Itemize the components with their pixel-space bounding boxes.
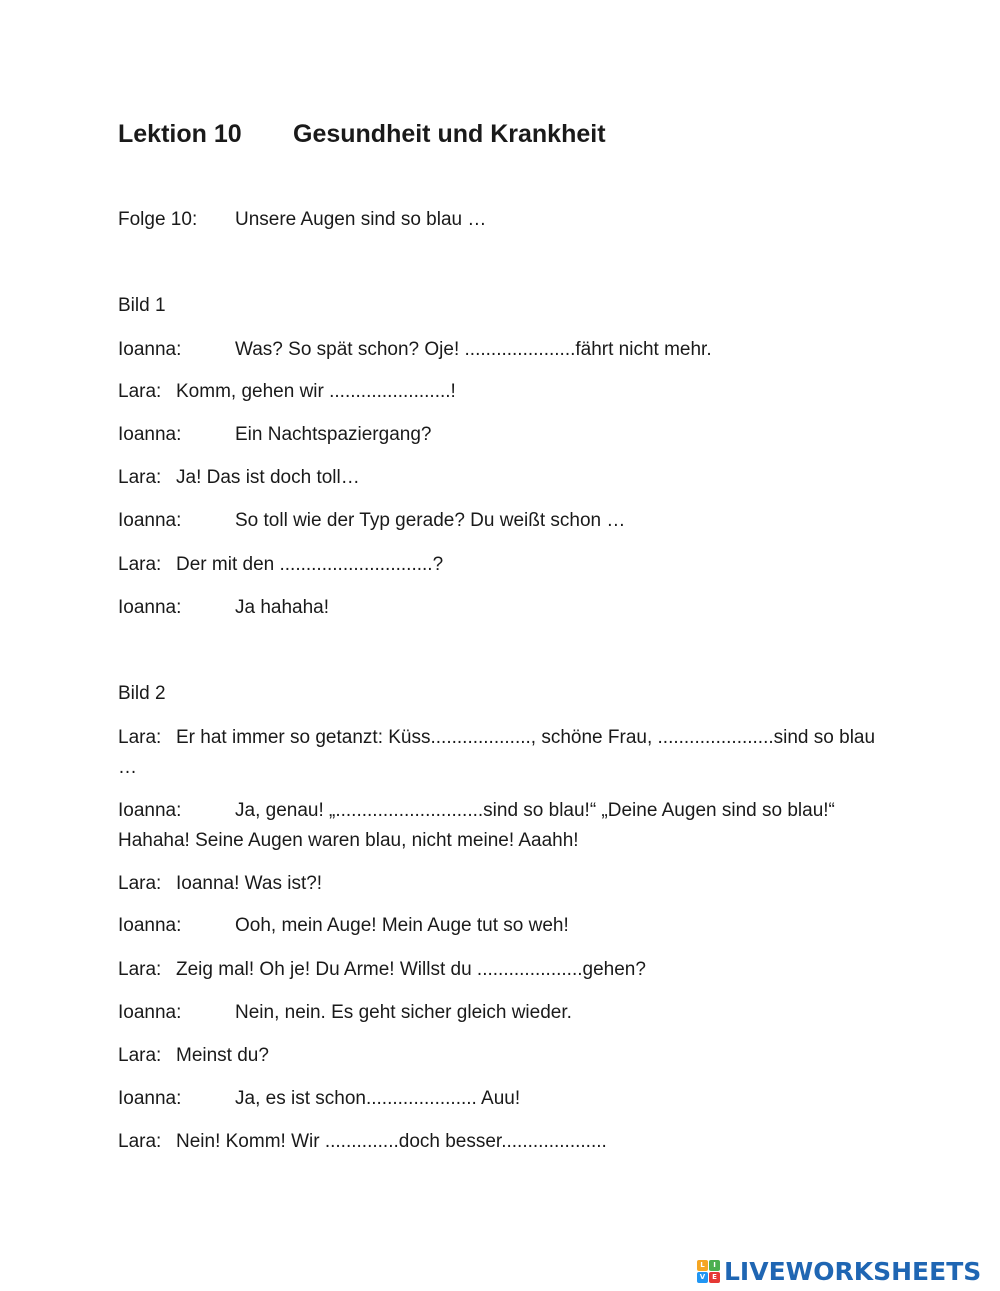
dialogue-line [118,911,878,941]
page-title [118,120,606,149]
speaker-name: Lara: [118,381,162,402]
speaker-name: Ioanna: [118,424,182,445]
speaker-name: Ioanna: [118,800,182,821]
logo-tile: I [709,1260,720,1271]
dialogue-line [118,506,878,536]
dialogue-line [118,593,878,623]
speaker-name: Ioanna: [118,597,182,618]
dialogue-text: So toll wie der Typ gerade? Du weißt schon … [235,510,626,531]
speaker-name: Lara: [118,873,162,894]
dialogue-text: Nein, nein. Es geht sicher gleich wieder. [235,1002,572,1023]
speaker-name: Lara: [118,727,162,748]
episode-title: Unsere Augen sind so blau … [235,209,487,230]
dialogue-text: Meinst du? [176,1045,269,1066]
dialogue-text: Ooh, mein Auge! Mein Auge tut so weh! [235,915,569,936]
logo-tile: V [697,1272,708,1283]
dialogue-text: Ja hahaha! [235,597,330,618]
lesson-number: Lektion 10 [118,120,242,148]
lesson-title: Gesundheit und Krankheit [293,120,606,148]
logo-text: LIVEWORKSHEETS [724,1256,982,1286]
dialogue-text: Ja, genau! „............................sind so blau!“ „Deine Augen sind so blau!“ Hahaha! Seine Augen waren blau, nicht meine! Aaahh! [118,800,835,851]
speaker-name: Ioanna: [118,1088,182,1109]
speaker-name: Lara: [118,1045,162,1066]
dialogue-text: Komm, gehen wir .......................! [176,381,456,402]
dialogue-text: Ioanna! Was ist?! [176,873,323,894]
dialogue-line [118,955,878,985]
dialogue-line [118,1084,878,1114]
dialogue-text: Der mit den .............................? [176,554,444,575]
dialogue-line [118,550,878,580]
dialogue-line [118,420,878,450]
speaker-name: Lara: [118,467,162,488]
dialogue-line [118,1041,878,1071]
logo-tile: E [709,1272,720,1283]
episode-line [118,205,878,235]
dialogue-text: Nein! Komm! Wir ..............doch besser.................... [176,1131,607,1152]
dialogue-text: Was? So spät schon? Oje! .....................fährt nicht mehr. [235,339,712,360]
dialogue-text: Ja, es ist schon..................... Auu! [235,1088,521,1109]
dialogue-text: Ja! Das ist doch toll… [176,467,360,488]
episode-label: Folge 10: [118,209,198,230]
speaker-name: Ioanna: [118,1002,182,1023]
dialogue-line [118,723,878,783]
dialogue-text: Ein Nachtspaziergang? [235,424,432,445]
speaker-name: Ioanna: [118,915,182,936]
speaker-name: Ioanna: [118,510,182,531]
section-label-bild-1: Bild 1 [118,295,166,316]
liveworksheets-logo[interactable] [697,1256,981,1286]
dialogue-line [118,796,878,856]
dialogue-line [118,335,878,365]
dialogue-line [118,1127,878,1157]
speaker-name: Lara: [118,554,162,575]
dialogue-line [118,998,878,1028]
section-label-bild-2: Bild 2 [118,683,166,704]
speaker-name: Lara: [118,1131,162,1152]
dialogue-line [118,869,878,899]
liveworksheets-logo-icon [697,1260,720,1283]
dialogue-text: Zeig mal! Oh je! Du Arme! Willst du ....................gehen? [176,959,646,980]
speaker-name: Lara: [118,959,162,980]
dialogue-line [118,377,878,407]
dialogue-text: Er hat immer so getanzt: Küss..................., schöne Frau, ......................sind so blau … [118,727,876,778]
dialogue-line [118,463,878,493]
speaker-name: Ioanna: [118,339,182,360]
logo-tile: L [697,1260,708,1271]
